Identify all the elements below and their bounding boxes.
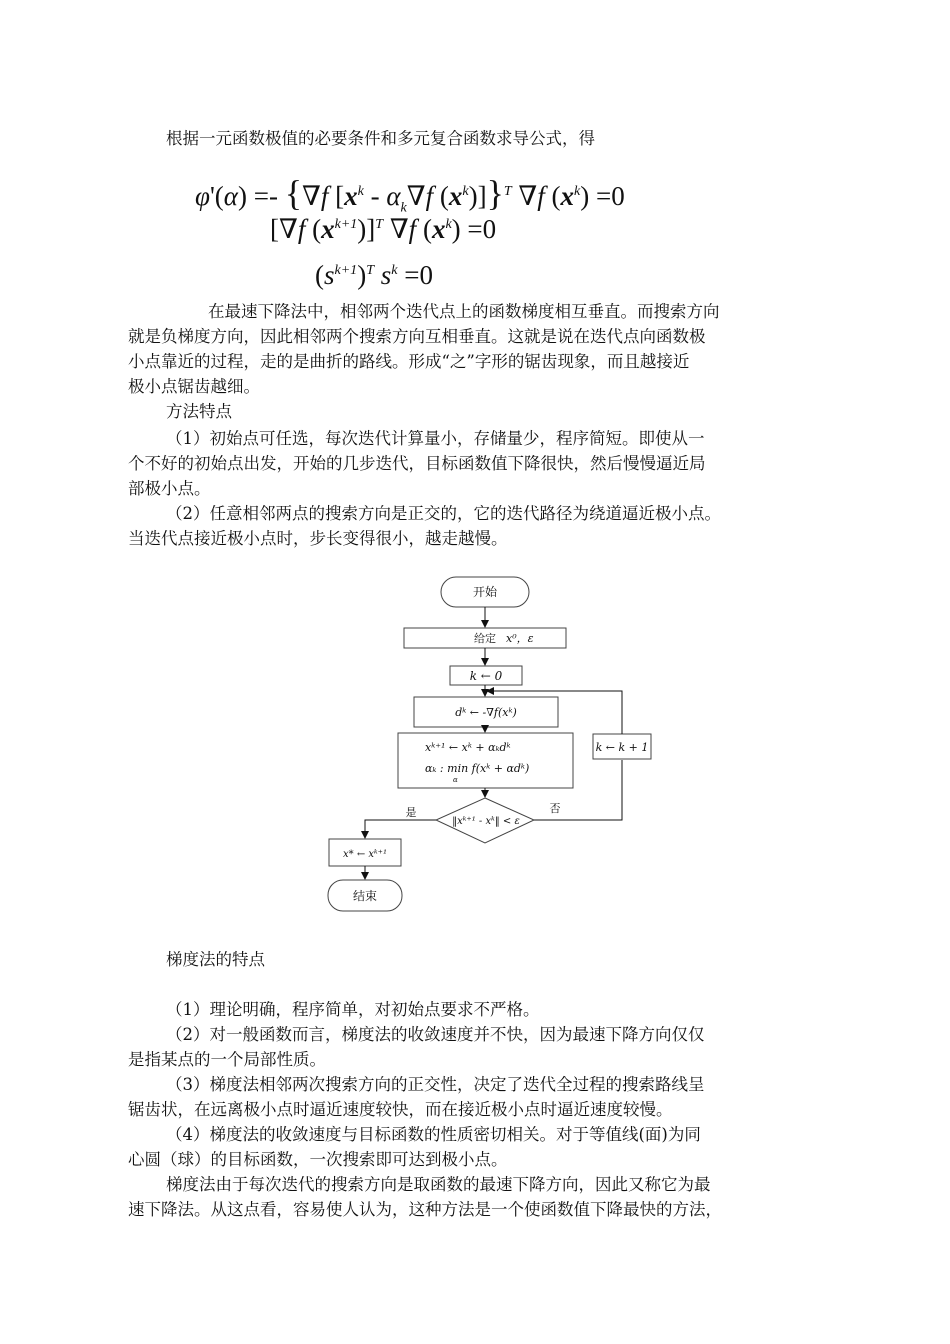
paragraph-line: （1）初始点可任选，每次迭代计算量小，存储量少，程序简短。即使从一 (166, 429, 705, 448)
given-label: 给定 (474, 632, 496, 645)
end-label: 结束 (352, 889, 378, 903)
paragraph-line: 心圆（球）的目标函数，一次搜索即可达到极小点。 (128, 1150, 508, 1169)
yes-label: 是 (405, 806, 417, 819)
equation-1: φ'(α) =- {∇f [$x^k - \alpha_k\nabla f$ $(x^k)]\}^T$ ∇f $(x^k) =0$ (195, 173, 625, 216)
paragraph-line: （1）理论明确，程序简单，对初始点要求不严格。 (166, 1000, 540, 1019)
condition-label: ‖xᵏ⁺¹ - xᵏ‖ < ε (452, 816, 520, 827)
paragraph-line: （2）任意相邻两点的搜索方向是正交的，它的迭代路径为绕道逼近极小点。 (166, 504, 721, 523)
paragraph-line: 当迭代点接近极小点时，步长变得很小，越走越慢。 (128, 529, 508, 548)
section-heading: 方法特点 (166, 402, 232, 421)
start-label: 开始 (472, 585, 498, 599)
equation-2: [∇f $(x^{k+1})]^T$ ∇f $(x^k) =0$ (270, 214, 497, 244)
paragraph-line: 梯度法由于每次迭代的搜索方向是取函数的最速下降方向，因此又称它为最 (166, 1175, 711, 1194)
given-vars: x⁰，ε (506, 632, 534, 645)
paragraph-line: 速下降法。从这点看，容易使人认为，这种方法是一个使函数值下降最快的方法， (128, 1200, 722, 1219)
update-label-2: αₖ : min f(xᵏ + αdᵏ) (425, 762, 530, 775)
no-label: 否 (549, 802, 561, 815)
paragraph-line: 在最速下降法中，相邻两个迭代点上的函数梯度相互垂直。而搜索方向 (208, 302, 720, 321)
paragraph-line: 个不好的初始点出发，开始的几步迭代，目标函数值下降很快，然后慢慢逼近局 (128, 454, 706, 473)
paragraph-line: 是指某点的一个局部性质。 (128, 1050, 326, 1069)
paragraph-line: （2）对一般函数而言，梯度法的收敛速度并不快，因为最速下降方向仅仅 (166, 1025, 705, 1044)
direction-label: dᵏ ← -∇f(xᵏ) (455, 706, 517, 719)
paragraph-line: 极小点锯齿越细。 (128, 377, 260, 396)
init-label: k ← 0 (469, 669, 503, 683)
paragraph-line: （4）梯度法的收敛速度与目标函数的性质密切相关。对于等值线(面)为同 (166, 1125, 701, 1144)
intro-text: 根据一元函数极值的必要条件和多元复合函数求导公式，得 (166, 129, 595, 148)
increment-label: k ← k + 1 (595, 741, 649, 754)
section-heading: 梯度法的特点 (166, 950, 265, 969)
paragraph-line: （3）梯度法相邻两次搜索方向的正交性，决定了迭代全过程的搜索路线呈 (166, 1075, 705, 1094)
paragraph-line: 就是负梯度方向，因此相邻两个搜索方向互相垂直。这就是说在迭代点向函数极 (128, 327, 706, 346)
result-label: x* ← xᵏ⁺¹ (343, 849, 387, 860)
paragraph-line: 小点靠近的过程，走的是曲折的路线。形成“之”字形的锯齿现象，而且越接近 (128, 352, 690, 371)
equation-3: $(s^{k+1})^T$ $s^k =0$ (315, 260, 433, 290)
paragraph-line: 部极小点。 (128, 479, 211, 498)
update-label-1: xᵏ⁺¹ ← xᵏ + αₖdᵏ (425, 741, 511, 754)
paragraph-line: 锯齿状，在远离极小点时逼近速度较快，而在接近极小点时逼近速度较慢。 (128, 1100, 673, 1119)
update-label-sub: α (453, 776, 458, 784)
